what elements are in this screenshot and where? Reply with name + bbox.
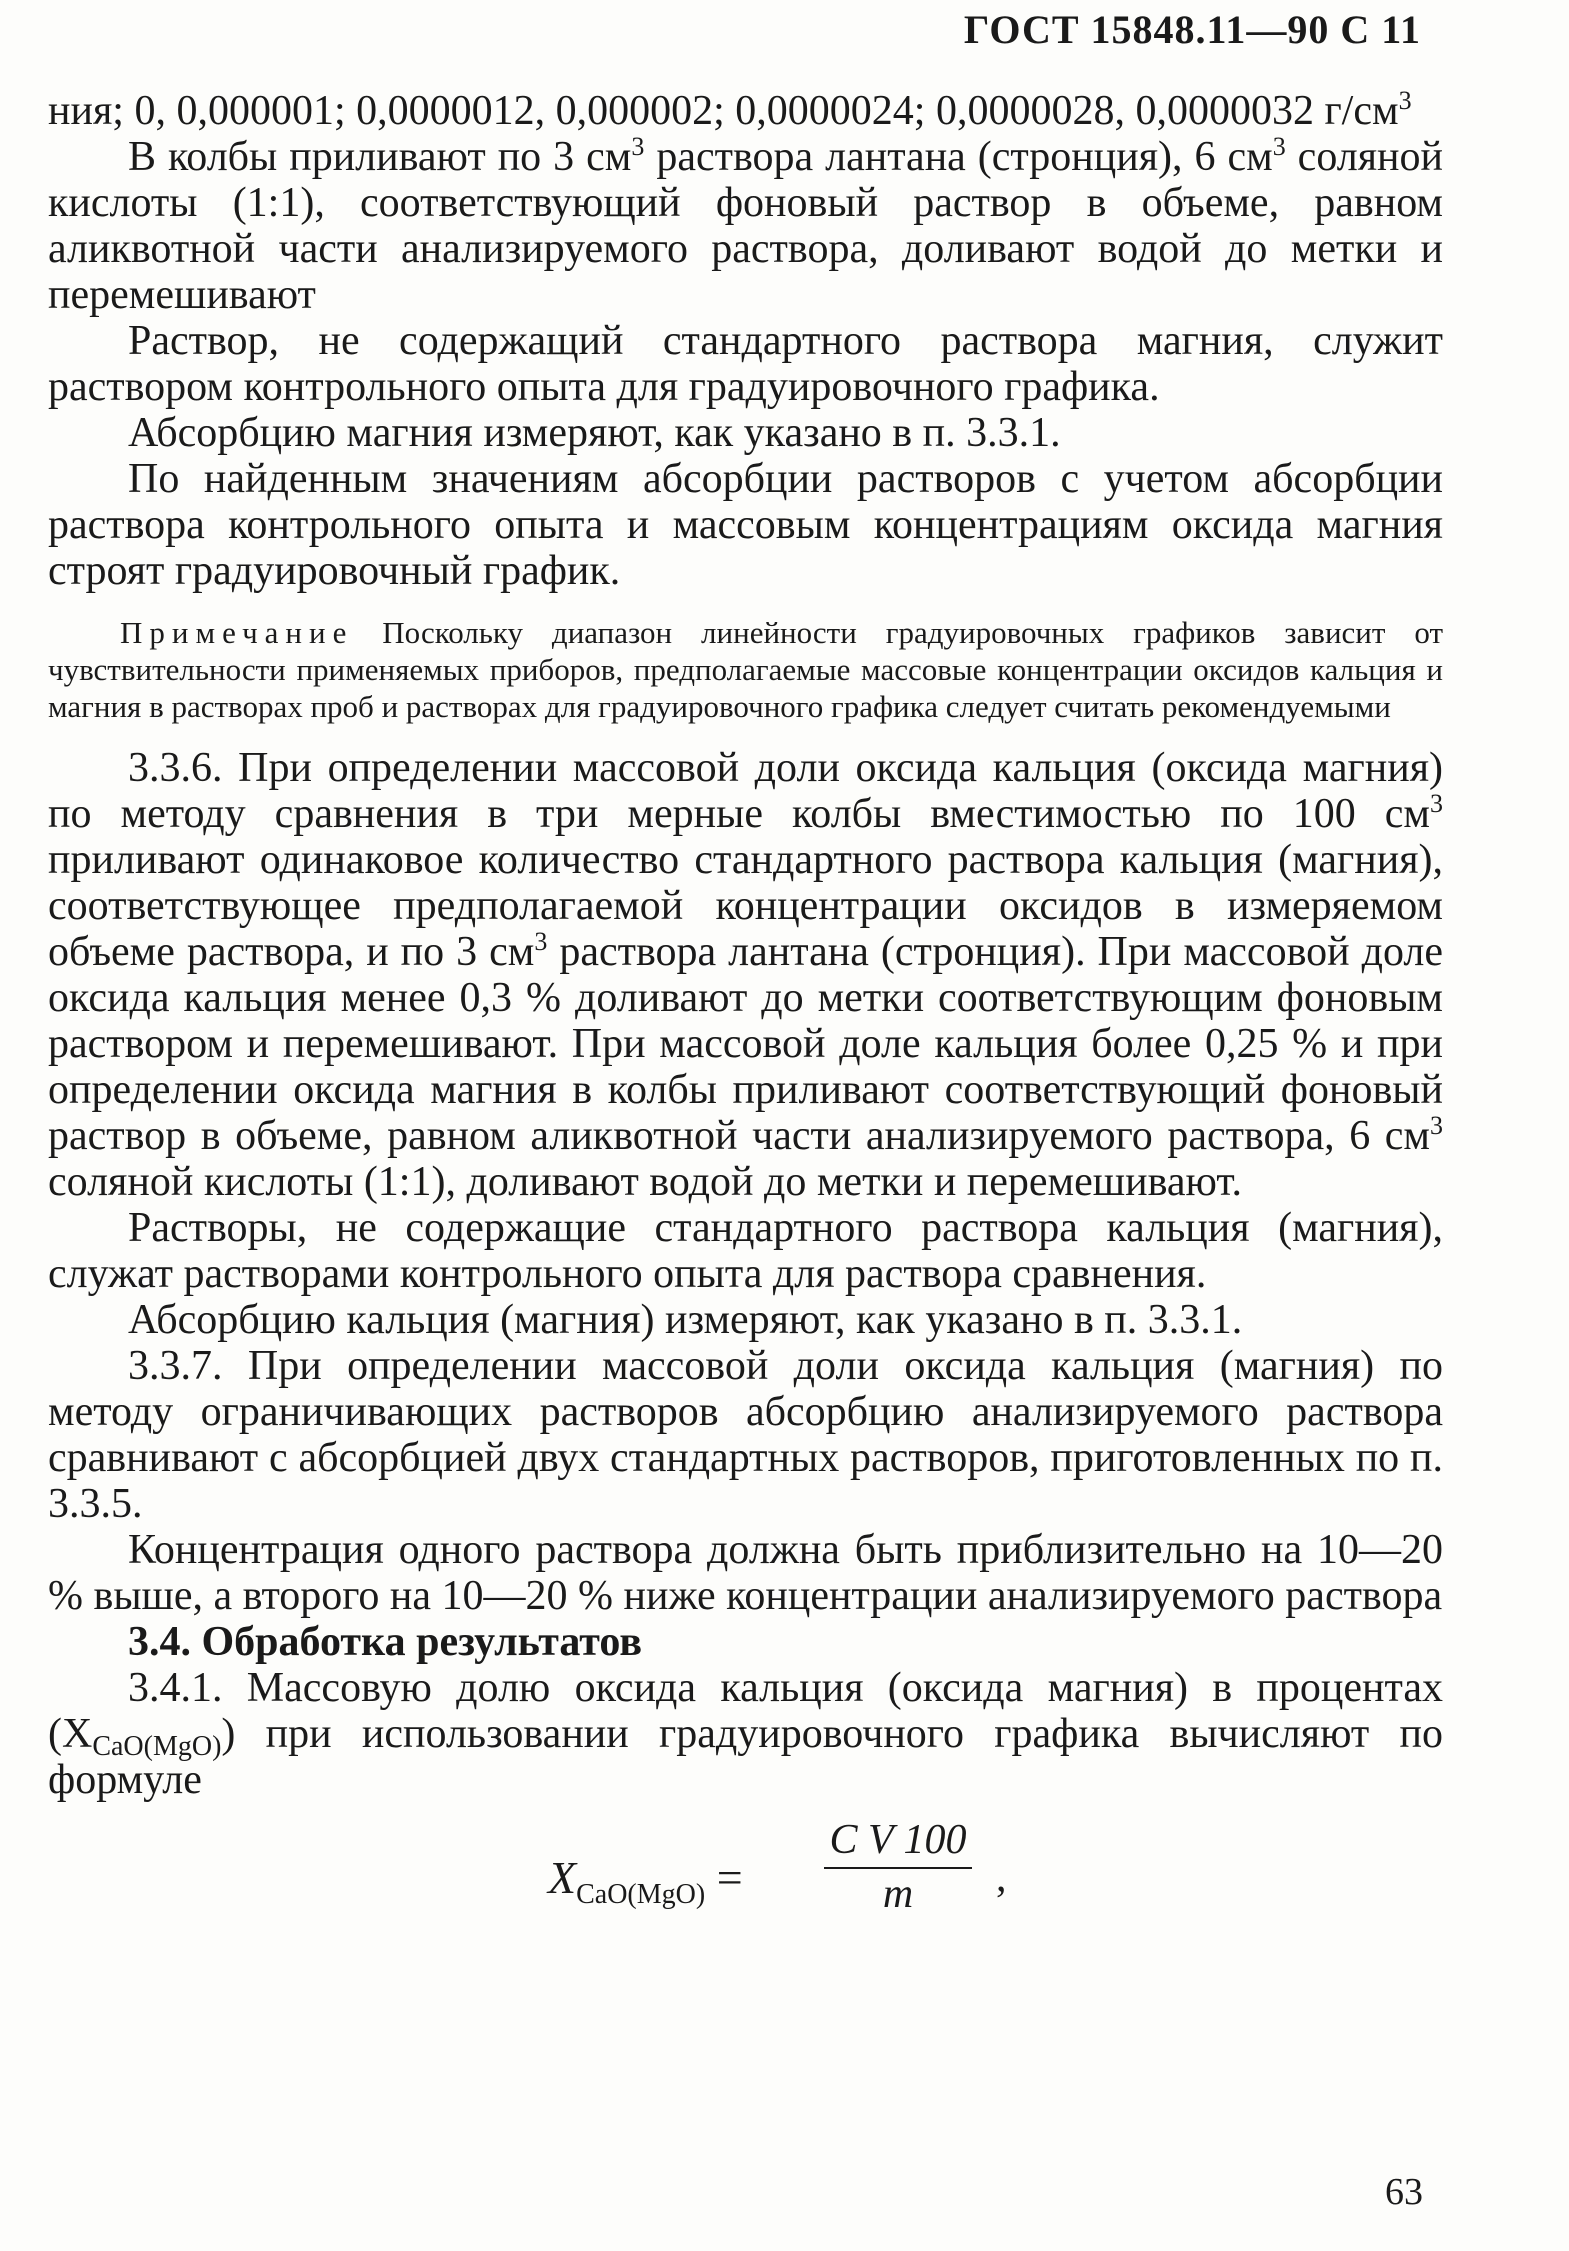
page-number: 63 — [1385, 2171, 1423, 2213]
formula — [48, 1811, 1443, 1951]
paragraph-concentration: Концентрация одного раствора должна быть приблизительно на 10—20 % выше, а второго на 10—20 % ниже концентрации анализируемого раствора — [48, 1527, 1443, 1619]
paragraph-3-3-6 — [48, 745, 1443, 1205]
paragraph-continuation — [48, 88, 1443, 134]
section-heading: 3.4. Обработка результатов — [128, 1619, 643, 1665]
paragraph-calibration-graph: По найденным значениям абсорбции растворов с учетом абсорбции раствора контрольного опыта и массовым концентрациям оксида магния строят градуировочный график. — [48, 456, 1443, 594]
text-run: соляной кислоты (1:1), соответствующий фоновый раствор в объеме, равном аликвотной части анализируемого раствора, доливают водой до метки и перемешивают — [48, 134, 1443, 318]
paragraph-control-solution: Раствор, не содержащий стандартного раствора магния, служит раствором контрольного опыта для градуировочного графика. — [48, 318, 1443, 410]
superscript: 3 — [1398, 86, 1412, 115]
formula-denominator: m — [882, 1871, 914, 1917]
paragraph-3-3-7: 3.3.7. При определении массовой доли оксида кальция (магния) по методу ограничивающих растворов абсорбцию анализируемого раствора сравнивают с абсорбцией двух стандартных растворов, приготовленных по п. 3.3.5. — [48, 1343, 1443, 1527]
superscript: 3 — [1430, 1111, 1443, 1140]
formula-equals: = — [705, 1852, 743, 1903]
superscript: 3 — [631, 132, 645, 161]
formula-comma: , — [996, 1855, 1007, 1901]
formula-subscript: CaO(MgO) — [576, 1879, 706, 1910]
text-run: приливают одинаковое количество стандартного раствора кальция (магния), соответствующее предполагаемой концентрации оксидов в измеряемом объеме раствора, и по 3 см — [48, 837, 1443, 975]
paragraph-absorption-calcium: Абсорбцию кальция (магния) измеряют, как указано в п. 3.3.1. — [128, 1297, 1243, 1343]
note — [48, 614, 1443, 725]
text-run: ) при использовании градуировочного графика вычисляют по формуле — [48, 1711, 1443, 1803]
note-text: Поскольку диапазон линейности градуировочных графиков зависит от чувствительности применяемых приборов, предполагаемые массовые концентрации оксидов кальция и магния в растворах проб и растворах для градуировочного графика следует считать рекомендуемыми — [48, 615, 1443, 724]
paragraph-3-4-1 — [48, 1665, 1443, 1803]
formula-numerator: C V 100 — [829, 1817, 967, 1863]
paragraph-flasks — [48, 134, 1443, 318]
text-run: 3.4.1. Массовую долю оксида кальция (оксида магния) в процентах (X — [48, 1665, 1443, 1757]
text-run: раствора лантана (стронция). При массовой доле оксида кальция менее 0,3 % доливают до метки соответствующим фоновым раствором и перемешивают. При массовой доле кальция более 0,25 % и при определении оксида магния в колбы приливают соответствующий фоновый раствор в объеме, равном аликвотной части анализируемого раствора, 6 см — [48, 929, 1443, 1159]
superscript: 3 — [1430, 789, 1443, 818]
superscript: 3 — [1272, 132, 1286, 161]
note-label: Примечание — [120, 615, 354, 650]
subscript: CaO(MgO) — [92, 1731, 222, 1762]
formula-fraction — [818, 1817, 978, 1917]
body-text — [48, 88, 1443, 1951]
text-run: ния; 0, 0,000001; 0,0000012, 0,000002; 0,0000024; 0,0000028, 0,0000032 г/см — [48, 88, 1399, 134]
formula-lhs — [548, 1852, 743, 1918]
formula-variable: X — [548, 1852, 577, 1903]
text-run: В колбы приливают по 3 см — [128, 134, 632, 180]
document-header: ГОСТ 15848.11—90 С 11 — [963, 7, 1421, 52]
text-run: раствора лантана (стронция), 6 см — [644, 134, 1273, 180]
text-run: 3.3.6. При определении массовой доли оксида кальция (оксида магния) по методу сравнения в три мерные колбы вместимостью по 100 см — [48, 745, 1443, 837]
paragraph-comparison-solutions: Растворы, не содержащие стандартного раствора кальция (магния), служат растворами контрольного опыта для раствора сравнения. — [48, 1205, 1443, 1297]
text-run: соляной кислоты (1:1), доливают водой до метки и перемешивают. — [48, 1159, 1243, 1205]
paragraph-absorption-magnesium: Абсорбцию магния измеряют, как указано в п. 3.3.1. — [128, 410, 1061, 456]
superscript: 3 — [534, 927, 548, 956]
